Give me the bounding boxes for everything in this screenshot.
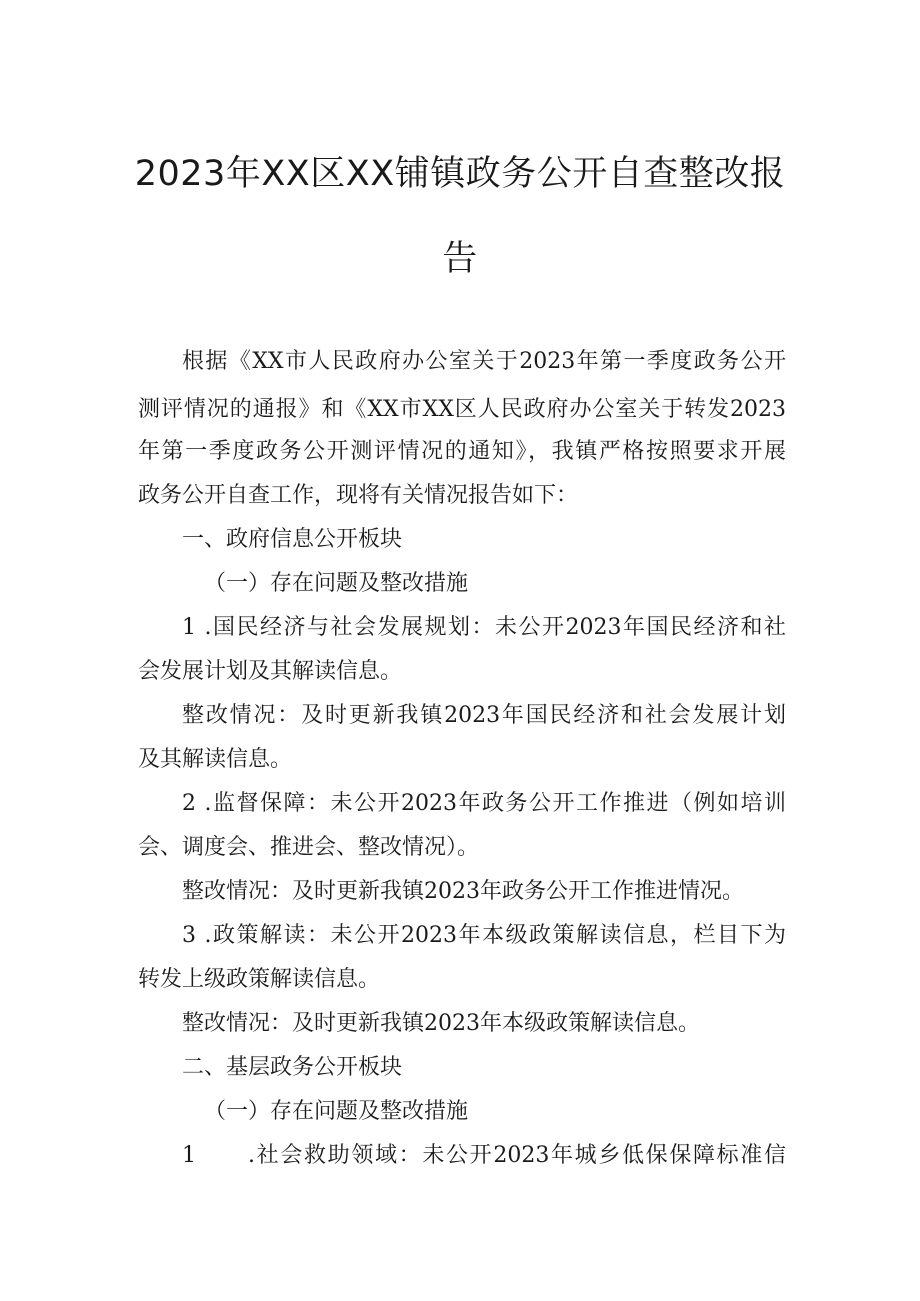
section-1-subheading: （一）存在问题及整改措施: [204, 571, 469, 596]
document-title-line-2: 告: [442, 239, 478, 279]
section-1-item-1-line-2: 会发展计划及其解读信息。: [138, 659, 403, 684]
section-1-item-2-fix: 整改情况：及时更新我镇2023年政务公开工作推进情况。: [182, 879, 744, 904]
section-2-item-1-text: .社会救助领域：未公开2023年城乡低保保障标准信: [248, 1143, 786, 1168]
document-title-line-1: 2023年XX区XX铺镇政务公开自查整改报: [134, 154, 786, 194]
section-1-item-1-fix-line-1: 整改情况：及时更新我镇2023年国民经济和社会发展计划: [182, 703, 786, 728]
intro-line-1: 根据《XX市人民政府办公室关于2023年第一季度政务公开: [182, 349, 786, 374]
section-1-item-1-line-1: 1 .国民经济与社会发展规划：未公开2023年国民经济和社: [182, 615, 786, 640]
section-1-item-1-fix-line-2: 及其解读信息。: [138, 747, 293, 772]
section-2-subheading: （一）存在问题及整改措施: [204, 1099, 469, 1124]
section-1-item-2-line-1: 2 .监督保障：未公开2023年政务公开工作推进（例如培训: [182, 791, 786, 816]
section-1-item-3-line-2: 转发上级政策解读信息。: [138, 967, 381, 992]
intro-line-4: 政务公开自查工作，现将有关情况报告如下：: [138, 483, 579, 508]
intro-line-3: 年第一季度政务公开测评情况的通知》，我镇严格按照要求开展: [138, 439, 786, 464]
section-2-item-1-number: 1: [182, 1143, 196, 1168]
section-1-heading: 一、政府信息公开板块: [182, 527, 403, 552]
section-1-item-3-line-1: 3 .政策解读：未公开2023年本级政策解读信息，栏目下为: [182, 923, 786, 948]
intro-line-2: 测评情况的通报》和《XX市XX区人民政府办公室关于转发2023: [138, 397, 786, 422]
section-2-heading: 二、基层政务公开板块: [182, 1055, 403, 1080]
section-1-item-3-fix: 整改情况：及时更新我镇2023年本级政策解读信息。: [182, 1011, 700, 1036]
section-1-item-2-line-2: 会、调度会、推进会、整改情况）。: [138, 835, 480, 860]
